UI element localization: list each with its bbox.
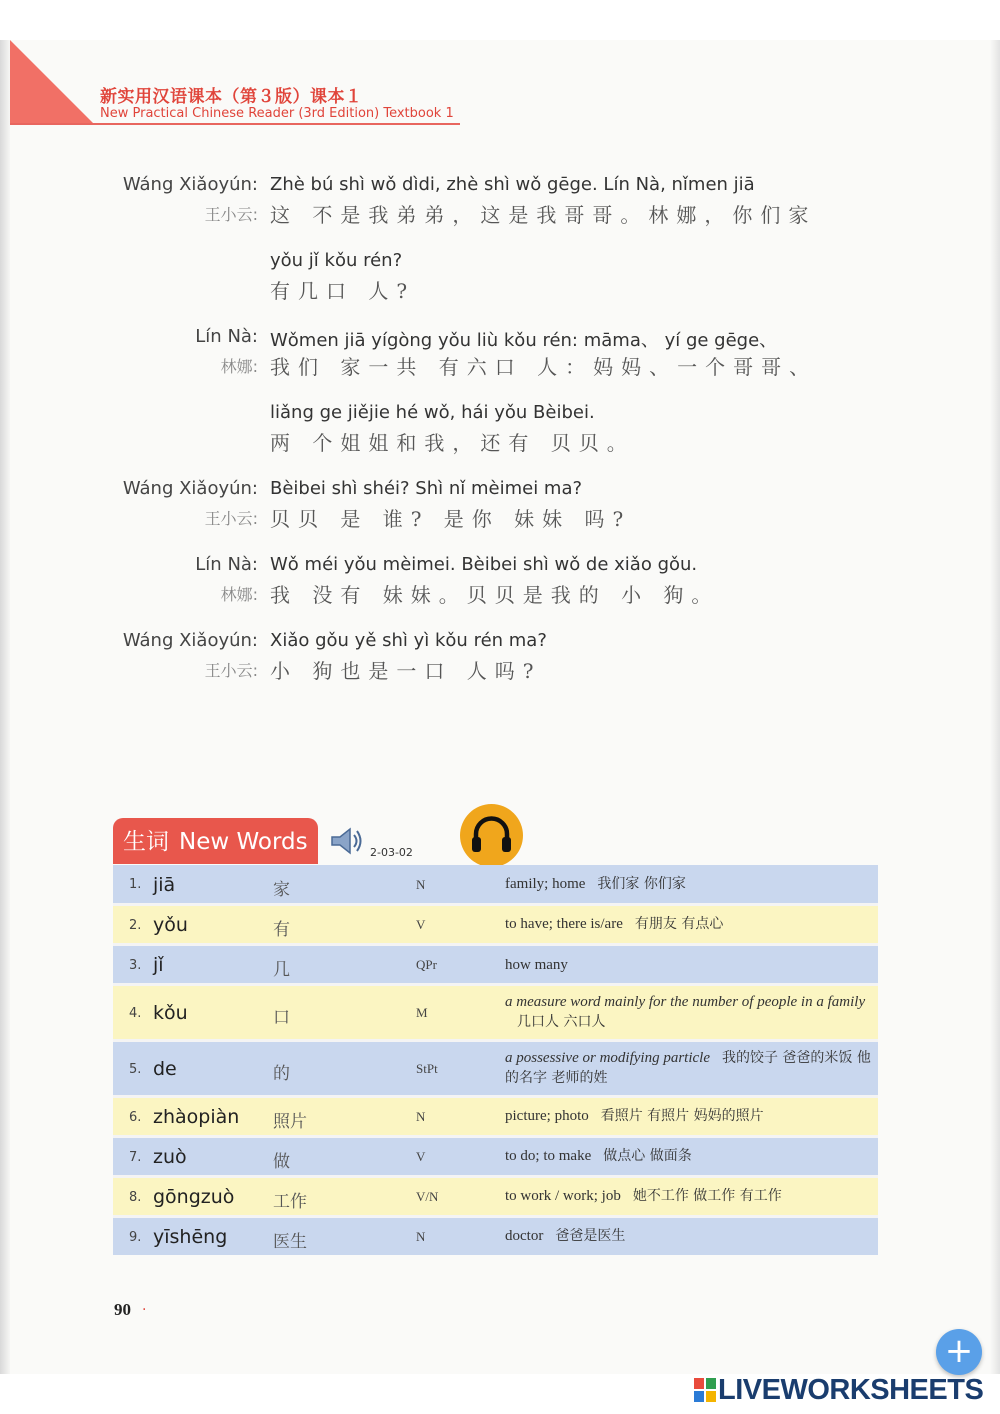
vocab-row (113, 1138, 878, 1175)
speaker-pinyin: Lín Nà: (195, 554, 258, 575)
vocabulary-table (113, 865, 878, 1255)
page-edge-shadow (0, 40, 10, 1374)
liveworksheets-logo-icon (694, 1378, 716, 1402)
vocab-part-of-speech: N (416, 1229, 426, 1244)
new-words-tab-cn: 生词 (123, 829, 169, 855)
new-words-tab-en: New Words (179, 829, 308, 855)
speaker-pinyin: Wáng Xiǎoyún: (122, 630, 258, 651)
page-number: 90 (114, 1300, 131, 1319)
vocab-part-of-speech: N (416, 1109, 426, 1124)
vocab-row (113, 946, 878, 983)
vocab-row (113, 986, 878, 1039)
vocab-hanzi: 照片 (273, 1112, 307, 1132)
speaker-pinyin: Wáng Xiǎoyún: (122, 478, 258, 499)
vocab-row (113, 906, 878, 943)
dialogue-pinyin: Wǒmen jiā yígòng yǒu liù kǒu rén: māma、 yí ge gēge、 (270, 330, 778, 351)
vocab-number: 6. (129, 1110, 142, 1125)
page-edge-shadow-right (990, 40, 1000, 1374)
vocab-pinyin: gōngzuò (153, 1186, 235, 1208)
speaker-chinese: 林娜: (220, 585, 258, 604)
speaker-icon[interactable] (328, 825, 364, 857)
dialogue-chinese: 有几口 人? (270, 279, 416, 303)
vocab-number: 8. (129, 1190, 142, 1205)
dialogue-pinyin: liǎng ge jiějie hé wǒ, hái yǒu Bèibei. (270, 402, 595, 423)
plus-icon: + (944, 1331, 974, 1371)
vocab-example: 有朋友 有点心 (634, 916, 724, 932)
vocab-part-of-speech: V (416, 917, 426, 932)
book-title-cn: 新实用汉语课本（第３版）课本１ (100, 87, 363, 107)
vocab-hanzi: 医生 (273, 1232, 307, 1252)
vocab-number: 2. (129, 918, 142, 933)
vocab-part-of-speech: StPt (416, 1061, 438, 1076)
vocab-definition: how many (505, 957, 568, 973)
vocab-definition: a measure word mainly for the number of people in a family (505, 994, 866, 1010)
vocab-part-of-speech: QPr (416, 957, 437, 972)
vocab-row (113, 1042, 878, 1095)
dialogue-pinyin: Xiǎo gǒu yě shì yì kǒu rén ma? (270, 630, 547, 651)
vocab-hanzi: 做 (273, 1152, 290, 1172)
vocab-number: 5. (129, 1062, 142, 1077)
vocab-number: 4. (129, 1006, 142, 1021)
vocab-row (113, 1178, 878, 1215)
headphones-glyph (460, 804, 523, 867)
vocab-pinyin: de (153, 1058, 177, 1080)
dialogue-pinyin: Zhè bú shì wǒ dìdi, zhè shì wǒ gēge. Lín Nà, nǐmen jiā (270, 174, 755, 195)
speaker-pinyin: Wáng Xiǎoyún: (122, 174, 258, 195)
vocab-row (113, 1218, 878, 1255)
vocab-pinyin: zhàopiàn (153, 1106, 240, 1128)
dialogue-pinyin: Bèibei shì shéi? Shì nǐ mèimei ma? (270, 478, 583, 499)
vocab-number: 3. (129, 958, 142, 973)
vocab-row (113, 1098, 878, 1135)
add-button[interactable] (936, 1329, 982, 1375)
vocab-number: 9. (129, 1230, 142, 1245)
vocab-example: 做点心 做面条 (603, 1148, 692, 1164)
dialogue-pinyin: Wǒ méi yǒu mèimei. Bèibei shì wǒ de xiǎo gǒu. (270, 554, 698, 575)
watermark-text: LIVEWORKSHEETS (718, 1374, 984, 1406)
dialogue-chinese: 小 狗也是一口 人吗? (270, 659, 542, 683)
dialogue-chinese: 贝贝 是 谁? 是你 妹妹 吗? (270, 507, 632, 531)
vocab-definition: to have; there is/are (505, 916, 623, 932)
vocab-example: 爸爸是医生 (555, 1228, 626, 1244)
corner-triangle-decoration (10, 40, 94, 124)
book-title-en: New Practical Chinese Reader (3rd Edition) Textbook 1 (100, 106, 454, 121)
headphones-icon[interactable] (460, 804, 523, 867)
vocab-definition: picture; photo (505, 1108, 589, 1124)
vocab-pinyin: jiā (153, 874, 176, 896)
vocab-definition: to do; to make (505, 1148, 592, 1164)
speaker-pinyin: Lín Nà: (195, 326, 258, 347)
vocab-part-of-speech: V/N (416, 1189, 439, 1204)
vocab-part-of-speech: M (416, 1005, 428, 1020)
vocab-row (113, 865, 878, 903)
speaker-chinese: 王小云: (204, 661, 258, 680)
vocab-pinyin: kǒu (153, 1002, 188, 1024)
vocab-example: 看照片 有照片 妈妈的照片 (600, 1108, 764, 1124)
vocab-pinyin: jǐ (153, 954, 164, 976)
vocab-hanzi: 几 (273, 960, 290, 980)
vocab-definition: doctor (505, 1228, 544, 1244)
vocab-definition: a possessive or modifying particle (505, 1050, 710, 1066)
vocab-example: 几口人 六口人 (517, 1014, 606, 1030)
vocab-example: 我们家 你们家 (597, 876, 686, 892)
vocab-number: 7. (129, 1150, 142, 1165)
vocab-example: 她不工作 做工作 有工作 (632, 1188, 782, 1204)
page-number-dot: · (142, 1302, 147, 1318)
dialogue-chinese: 我 没有 妹妹。贝贝是我的 小 狗。 (270, 583, 720, 607)
new-words-tab (113, 818, 318, 864)
vocab-example: 我的饺子 爸爸的米饭 他的名字 老师的姓 (505, 1050, 871, 1086)
vocab-part-of-speech: N (416, 877, 426, 892)
vocab-definition: family; home (505, 876, 586, 892)
vocab-pinyin: yīshēng (153, 1226, 228, 1248)
vocab-number: 1. (129, 877, 142, 892)
header-underline (10, 123, 460, 125)
vocab-hanzi: 口 (273, 1008, 290, 1028)
speaker-chinese: 王小云: (204, 509, 258, 528)
audio-track-id: 2-03-02 (370, 846, 413, 859)
vocab-part-of-speech: V (416, 1149, 426, 1164)
speaker-chinese: 林娜: (220, 357, 258, 376)
dialogue-chinese: 两 个姐姐和我，还有 贝贝。 (270, 431, 635, 455)
vocab-pinyin: yǒu (153, 914, 188, 936)
vocab-hanzi: 有 (273, 920, 290, 940)
vocab-hanzi: 的 (273, 1064, 290, 1084)
vocab-definition: to work / work; job (505, 1188, 621, 1204)
vocab-hanzi: 家 (273, 880, 290, 900)
speaker-chinese: 王小云: (204, 205, 258, 224)
vocab-hanzi: 工作 (273, 1192, 307, 1212)
dialogue-pinyin: yǒu jǐ kǒu rén? (270, 250, 403, 271)
vocab-pinyin: zuò (153, 1146, 187, 1168)
dialogue-chinese: 我们 家一共 有六口 人：妈妈、一个哥哥、 (270, 355, 818, 379)
dialogue-chinese: 这 不是我弟弟，这是我哥哥。林娜，你们家 (270, 203, 817, 227)
